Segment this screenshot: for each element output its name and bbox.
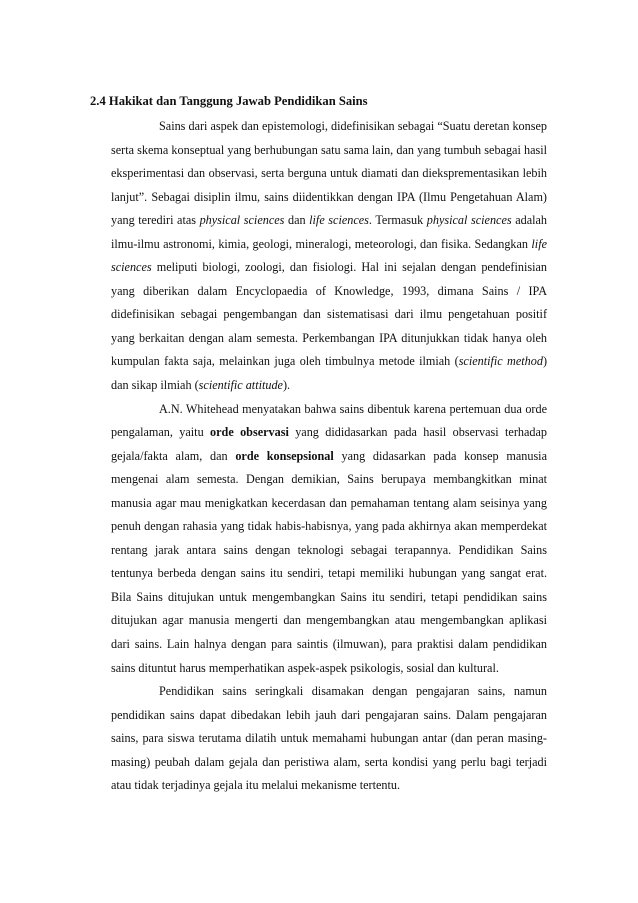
text-run: A.N. Whitehead menyatakan bahwa sains dibentuk karena pertemuan dua orde pengalaman, yaitu — [111, 401, 547, 440]
bold-term: orde observasi — [210, 425, 289, 440]
text-run: dan — [284, 213, 310, 228]
text-run: . Termasuk — [368, 213, 427, 228]
section-number: 2.4 — [90, 94, 106, 108]
text-run: yang dididasarkan pada hasil observasi terhadap gejala/fakta alam, dan — [111, 425, 547, 463]
text-run: ) dan sikap ilmiah ( — [111, 354, 547, 393]
text-run: Pendidikan sains seringkali disamakan dengan pengajaran sains, namun pendidikan sains dapat dibedakan lebih jauh dari pengajaran sains. Dalam pengajaran sains, para siswa terutama dilatih untuk memahami hubungan antar (dan peran masing-masing) peubah dalam gejala dan peristiwa alam, serta kondisi yang perlu bagi terjadi atau tidak terjadinya gejala itu melalui mekanisme tertentu. — [111, 684, 547, 793]
paragraph-1 — [111, 115, 547, 398]
italic-term: scientific method — [458, 354, 543, 369]
italic-term: life sciences — [111, 236, 547, 275]
text-run: yang didasarkan pada konsep manusia mengenai alam semesta. Dengan demikian, Sains berupaya membangkitkan minat manusia agar mau menigkatkan kecerdasan dan pemahaman tentang alam seisinya yang penuh dengan rahasia yang tidak habis-habisnya, yang pada akhirnya akan memperdekat rentang jarak antara sains dengan teknologi sebagai terapannya. Pendidikan Sains tentunya berbeda dengan sains itu sendiri, tetapi memiliki hubungan yang sangat erat. Bila Sains ditujukan untuk mengembangkan Sains itu sendiri, tetapi pendidikan sains ditujukan agar manusia mengerti dan mengembangkan atau mengembangkan aplikasi dari sains. Lain halnya dengan para saintis (ilmuwan), para praktisi dalam pendidikan sains dituntut harus memperhatikan aspek-aspek psikologis, sosial dan kultural. — [111, 448, 547, 675]
section-title: Hakikat dan Tanggung Jawab Pendidikan Sains — [108, 94, 368, 108]
text-run: ). — [282, 378, 291, 393]
italic-term: life sciences — [309, 213, 369, 228]
italic-term: physical sciences — [426, 213, 512, 228]
italic-term: physical sciences — [199, 213, 285, 228]
paragraph-2 — [111, 398, 547, 681]
text-run: adalah ilmu-ilmu astronomi, kimia, geologi, mineralogi, meteorologi, dan fisika. Sedangkan — [111, 213, 547, 251]
section-heading — [90, 93, 368, 109]
text-run: meliputi biologi, zoologi, dan fisiologi. Hal ini sejalan dengan pendefinisian yang diberikan dalam Encyclopaedia of Knowledge, 1993, dimana Sains / IPA didefinisikan sebagai pengembangan dan sistematisasi dari ilmu pengetahuan positif yang berkaitan dengan alam semesta. Perkembangan IPA ditunjukkan tidak hanya oleh kumpulan fakta saja, melainkan juga oleh timbulnya metode ilmiah ( — [111, 260, 547, 369]
body-text — [111, 115, 547, 798]
bold-term: orde konsepsional — [235, 448, 334, 463]
text-run: Sains dari aspek dan epistemologi, didefinisikan sebagai “Suatu deretan konsep serta skema konseptual yang berhubungan satu sama lain, dan yang tumbuh sebagai hasil eksperimentasi dan observasi, serta berguna untuk diamati dan dieksprementasikan lebih lanjut”. Sebagai disiplin ilmu, sains diidentikkan dengan IPA (Ilmu Pengetahuan Alam) yang terediri atas — [111, 119, 547, 228]
paragraph-3 — [111, 680, 547, 798]
italic-term: scientific attitude — [198, 378, 283, 393]
